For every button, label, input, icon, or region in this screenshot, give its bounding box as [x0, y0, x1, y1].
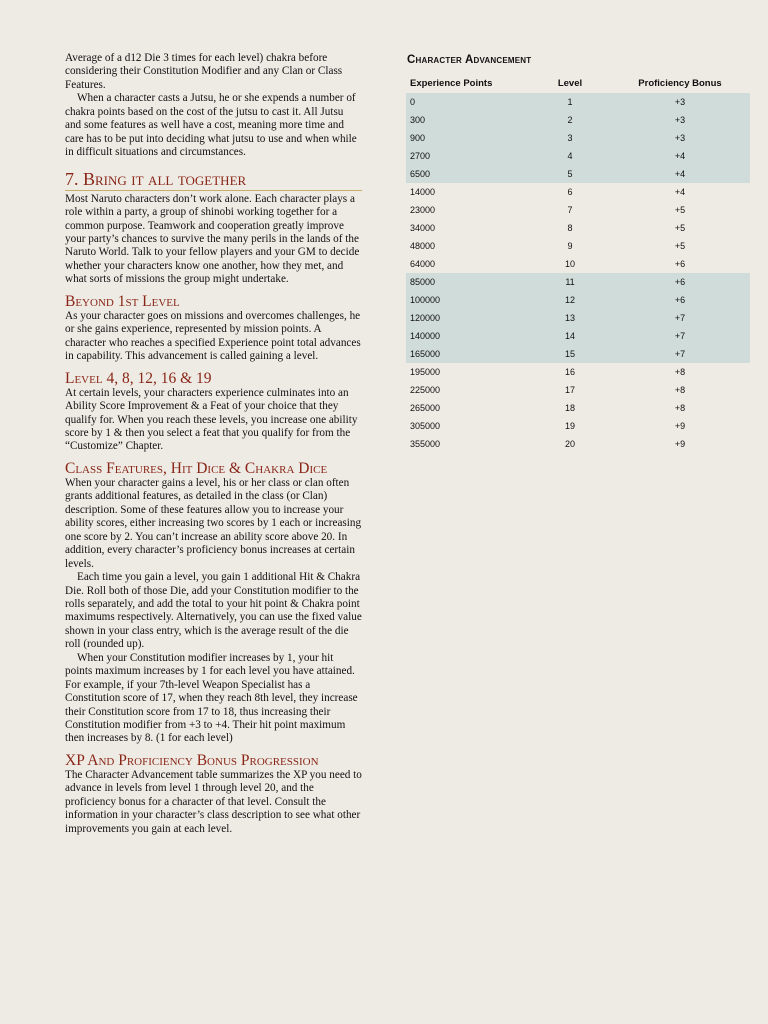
xp-cell: 165000 — [406, 345, 530, 363]
bonus-cell: +4 — [610, 165, 750, 183]
level-cell: 18 — [564, 403, 575, 413]
table-row — [406, 381, 750, 399]
xp-cell: 300 — [406, 111, 530, 129]
xp-cell: 48000 — [410, 241, 436, 251]
bonus-cell: +3 — [610, 93, 750, 111]
table-row — [406, 399, 750, 417]
class-heading: Class Features, Hit Dice & Chakra Dice — [65, 459, 328, 477]
level-cell: 2 — [530, 111, 610, 129]
section-paragraph: Most Naruto characters don’t work alone. Each character plays a role within a party, a group of shinobi working together for a common purpose. Teamwork and cooperation greatly improve your party’s chances to survive the many perils in the lands of the Naruto World. Talk to your fellow players and your GM to decide whether your characters know one another, how they met, and what sorts of missions the group might undertake. — [65, 192, 360, 286]
header-level: Level — [557, 77, 583, 89]
xp-cell: 305000 — [410, 421, 441, 431]
table-row — [406, 201, 750, 219]
table-row — [406, 219, 750, 237]
level-cell: 8 — [567, 223, 573, 233]
bonus-cell: +9 — [674, 439, 686, 449]
bonus-cell: +4 — [674, 187, 686, 197]
bonus-cell: +5 — [674, 241, 686, 251]
xp-cell: 34000 — [410, 223, 436, 233]
intro-paragraph-1: Average of a d12 Die 3 times for each level) chakra before considering their Constitution Modifier and any Clan or Class Features. — [65, 52, 343, 91]
level-cell: 12 — [530, 291, 610, 309]
table-row — [406, 111, 750, 129]
xp-cell: 900 — [406, 129, 530, 147]
table-title: Character Advancement — [407, 54, 532, 66]
xp-cell: 225000 — [410, 385, 441, 395]
xp-cell: 85000 — [406, 273, 530, 291]
level-heading: Level 4, 8, 12, 16 & 19 — [65, 369, 212, 387]
bonus-cell: +8 — [674, 403, 686, 413]
xp-cell: 6500 — [406, 165, 530, 183]
level-cell: 10 — [564, 259, 575, 269]
table-row — [406, 363, 750, 381]
table-row — [406, 237, 750, 255]
bonus-cell: +7 — [610, 345, 750, 363]
xp-cell: 23000 — [410, 205, 436, 215]
intro-paragraph-2: When a character casts a Jutsu, he or she expends a number of chakra points based on the cost of the jutsu to cast it. All Jutsu and some features as well have a cost, meaning more time and care has to be put into deciding what jutsu to use and when while in difficult situations and circumstances. — [65, 92, 357, 159]
xp-cell: 64000 — [410, 259, 436, 269]
table-row — [406, 273, 750, 291]
table-row — [406, 417, 750, 435]
xp-cell: 2700 — [406, 147, 530, 165]
header-experience-points: Experience Points — [410, 77, 493, 89]
bonus-cell: +6 — [610, 291, 750, 309]
header-proficiency-bonus: Proficiency Bonus — [638, 77, 722, 89]
xp-cell: 120000 — [406, 309, 530, 327]
xp-cell: 265000 — [410, 403, 441, 413]
table-row — [406, 129, 750, 147]
table-row — [406, 291, 750, 309]
table-body — [406, 93, 750, 453]
level-cell: 20 — [564, 439, 575, 449]
xp-cell: 355000 — [410, 439, 441, 449]
level-cell: 6 — [567, 187, 573, 197]
level-cell: 4 — [530, 147, 610, 165]
level-cell: 7 — [567, 205, 573, 215]
table-row — [406, 309, 750, 327]
level-cell: 14 — [530, 327, 610, 345]
beyond-heading: Beyond 1st Level — [65, 292, 180, 310]
bonus-cell: +6 — [674, 259, 686, 269]
level-cell: 13 — [530, 309, 610, 327]
bonus-cell: +8 — [674, 385, 686, 395]
left-column — [65, 52, 362, 836]
bonus-cell: +5 — [674, 205, 686, 215]
right-column — [406, 52, 750, 453]
class-paragraph-3: When your Constitution modifier increases by 1, your hit points maximum increases by 1 for each level you have attained. For example, if your 7th-level Weapon Specialist has a Constitution score of 17, when they reach 8th level, they increase their Constitution score from 17 to 18, thus increasing their Constitution modifier from +3 to +4. Their hit point maximum then increases by 8. (1 for each level) — [65, 651, 358, 745]
level-cell: 16 — [564, 367, 575, 377]
table-row — [406, 147, 750, 165]
table-row — [406, 345, 750, 363]
xp-cell: 195000 — [410, 367, 441, 377]
bonus-cell: +6 — [610, 273, 750, 291]
table-row — [406, 327, 750, 345]
xp-cell: 0 — [406, 93, 530, 111]
level-cell: 17 — [564, 385, 575, 395]
bonus-cell: +3 — [610, 129, 750, 147]
level-cell: 9 — [567, 241, 573, 251]
xp-paragraph: The Character Advancement table summarizes the XP you need to advance in levels from level 1 through level 20, and the proficiency bonus for a character of that level. Consult the information in your character’s class description to see what other improvements you gain at each level. — [65, 768, 362, 835]
xp-heading: XP And Proficiency Bonus Progression — [65, 751, 319, 769]
level-cell: 1 — [530, 93, 610, 111]
class-paragraph-2: Each time you gain a level, you gain 1 additional Hit & Chakra Die. Roll both of those Die, add your Constitution modifier to the rolls separately, and add the total to your hit point & Chakra point maximums respectively. Alternatively, you can use the fixed value shown in your class entry, which is the average result of the die roll (rounded up). — [65, 571, 362, 651]
level-cell: 5 — [530, 165, 610, 183]
class-paragraph-1: When your character gains a level, his or her class or clan often grants additional features, as detailed in the class (or Clan) description. Some of these features allow you to increase your ability scores, either increasing two scores by 1 each or increasing one score by 2. You can’t increase an ability score above 20. In addition, every character’s proficiency bonus increases at certain levels. — [65, 476, 362, 570]
xp-cell: 14000 — [410, 187, 436, 197]
bonus-cell: +9 — [674, 421, 686, 431]
level-cell: 19 — [564, 421, 575, 431]
level-cell: 11 — [530, 273, 610, 291]
table-row — [406, 165, 750, 183]
level-paragraph: At certain levels, your characters experience culminates into an Ability Score Improvement & a Feat of your choice that they qualify for. When you reach these levels, you increase one ability score by 1 & then you select a feat that you qualify for from the “Customize” Chapter. — [65, 386, 358, 453]
bonus-cell: +4 — [610, 147, 750, 165]
table-row — [406, 93, 750, 111]
table-row — [406, 183, 750, 201]
bonus-cell: +7 — [610, 309, 750, 327]
section-heading: 7. Bring it all together — [65, 169, 362, 191]
bonus-cell: +7 — [610, 327, 750, 345]
table-row — [406, 435, 750, 453]
xp-cell: 140000 — [406, 327, 530, 345]
table-row — [406, 255, 750, 273]
character-advancement-table — [406, 73, 750, 453]
beyond-paragraph: As your character goes on missions and overcomes challenges, he or she gains experience, represented by mission points. A character who reaches a specified Experience point total advances in capability. This advancement is called gaining a level. — [65, 309, 361, 363]
level-cell: 15 — [530, 345, 610, 363]
level-cell: 3 — [530, 129, 610, 147]
bonus-cell: +8 — [674, 367, 686, 377]
table-header-row — [406, 73, 750, 93]
xp-cell: 100000 — [406, 291, 530, 309]
bonus-cell: +5 — [674, 223, 686, 233]
bonus-cell: +3 — [610, 111, 750, 129]
